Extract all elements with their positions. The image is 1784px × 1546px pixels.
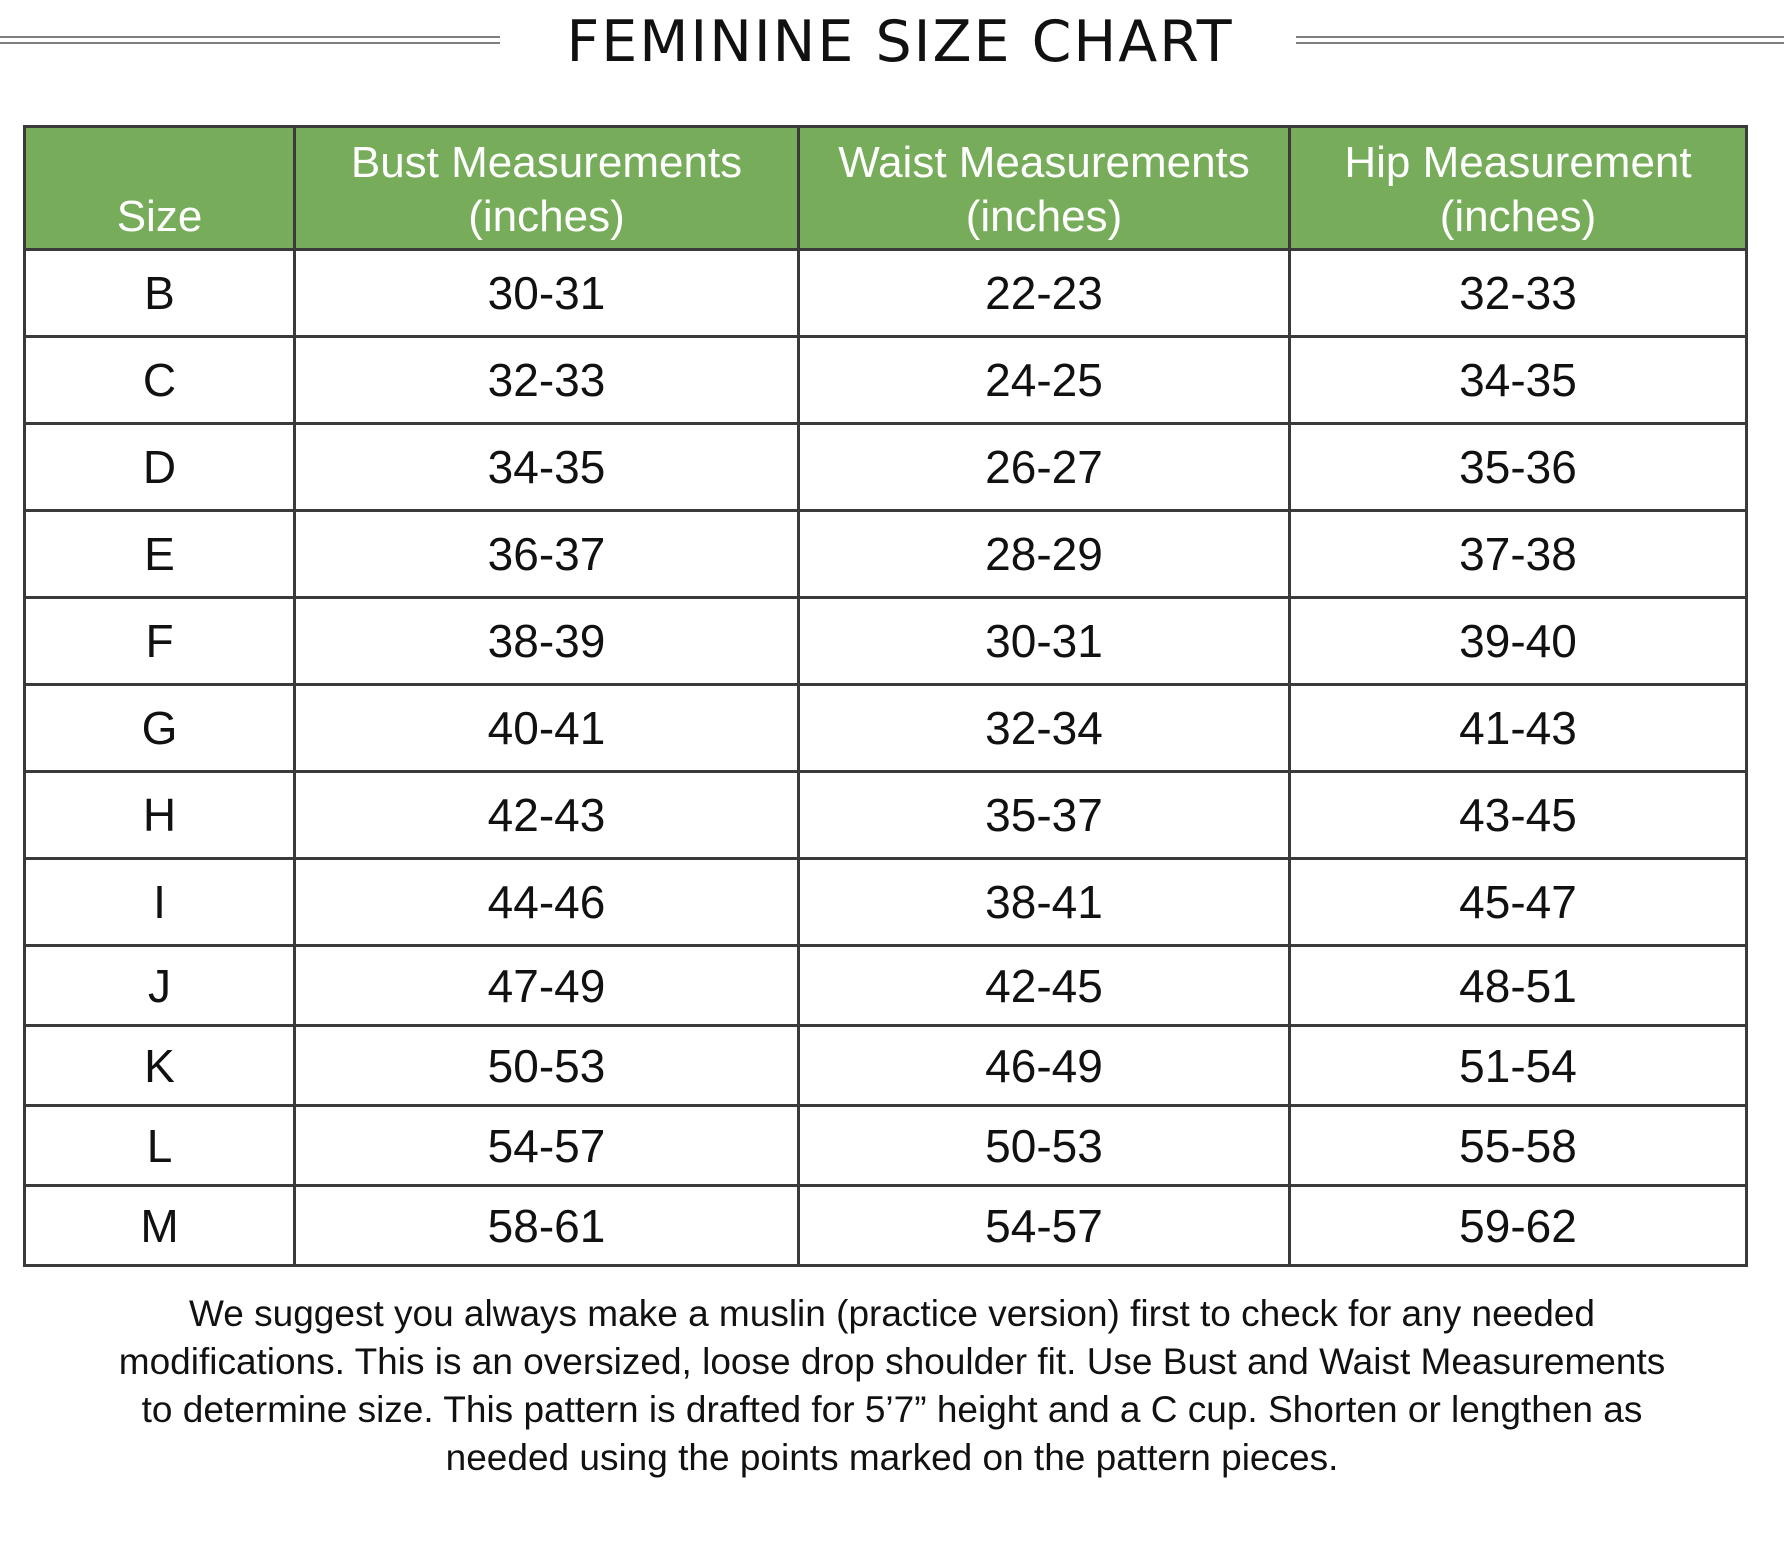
cell-bust: 36-37 [295, 511, 799, 598]
header-bust: Bust Measurements (inches) [295, 127, 799, 250]
cell-bust: 42-43 [295, 772, 799, 859]
page-title: FEMININE SIZE CHART [566, 9, 1234, 75]
cell-bust: 34-35 [295, 424, 799, 511]
cell-hip: 55-58 [1290, 1106, 1747, 1186]
header-hip: Hip Measurement (inches) [1290, 127, 1747, 250]
cell-bust: 38-39 [295, 598, 799, 685]
table-row [25, 511, 1747, 598]
cell-size: F [25, 598, 295, 685]
table-row [25, 946, 1747, 1026]
cell-hip: 35-36 [1290, 424, 1747, 511]
cell-waist: 46-49 [799, 1026, 1290, 1106]
cell-size: I [25, 859, 295, 946]
cell-hip: 37-38 [1290, 511, 1747, 598]
cell-waist: 35-37 [799, 772, 1290, 859]
cell-hip: 51-54 [1290, 1026, 1747, 1106]
cell-waist: 42-45 [799, 946, 1290, 1026]
cell-waist: 28-29 [799, 511, 1290, 598]
cell-bust: 32-33 [295, 337, 799, 424]
cell-bust: 44-46 [295, 859, 799, 946]
cell-hip: 41-43 [1290, 685, 1747, 772]
title-row [0, 0, 1784, 90]
cell-hip: 45-47 [1290, 859, 1747, 946]
fit-note: We suggest you always make a muslin (practice version) first to check for any needed modifications. This is an oversized, loose drop shoulder fit. Use Bust and Waist Measurements to determine size. This pattern is drafted for 5’7” height and a C cup. Shorten or lengthen as needed using the points marked on the pattern pieces. [118, 1293, 1666, 1478]
cell-bust: 47-49 [295, 946, 799, 1026]
cell-waist: 24-25 [799, 337, 1290, 424]
cell-size: H [25, 772, 295, 859]
cell-waist: 30-31 [799, 598, 1290, 685]
cell-size: G [25, 685, 295, 772]
cell-size: D [25, 424, 295, 511]
cell-size: E [25, 511, 295, 598]
cell-hip: 39-40 [1290, 598, 1747, 685]
cell-hip: 43-45 [1290, 772, 1747, 859]
title-rule-left [0, 36, 500, 44]
cell-hip: 48-51 [1290, 946, 1747, 1026]
table-row [25, 424, 1747, 511]
cell-bust: 50-53 [295, 1026, 799, 1106]
header-row [25, 127, 1747, 250]
cell-size: C [25, 337, 295, 424]
cell-waist: 38-41 [799, 859, 1290, 946]
cell-waist: 26-27 [799, 424, 1290, 511]
table-row [25, 1186, 1747, 1266]
cell-bust: 30-31 [295, 250, 799, 337]
cell-size: J [25, 946, 295, 1026]
cell-waist: 32-34 [799, 685, 1290, 772]
table-row [25, 598, 1747, 685]
table-row [25, 772, 1747, 859]
table-row [25, 1106, 1747, 1186]
header-waist: Waist Measurements (inches) [799, 127, 1290, 250]
cell-bust: 54-57 [295, 1106, 799, 1186]
table-row [25, 1026, 1747, 1106]
table-row [25, 685, 1747, 772]
cell-size: K [25, 1026, 295, 1106]
table-row [25, 250, 1747, 337]
cell-waist: 50-53 [799, 1106, 1290, 1186]
table-row [25, 337, 1747, 424]
cell-bust: 40-41 [295, 685, 799, 772]
cell-hip: 32-33 [1290, 250, 1747, 337]
size-chart-table [23, 125, 1748, 1267]
cell-size: M [25, 1186, 295, 1266]
table-row [25, 859, 1747, 946]
cell-size: B [25, 250, 295, 337]
cell-waist: 22-23 [799, 250, 1290, 337]
cell-bust: 58-61 [295, 1186, 799, 1266]
cell-size: L [25, 1106, 295, 1186]
header-size: Size [25, 127, 295, 250]
title-rule-right [1296, 36, 1784, 44]
cell-hip: 34-35 [1290, 337, 1747, 424]
cell-hip: 59-62 [1290, 1186, 1747, 1266]
cell-waist: 54-57 [799, 1186, 1290, 1266]
